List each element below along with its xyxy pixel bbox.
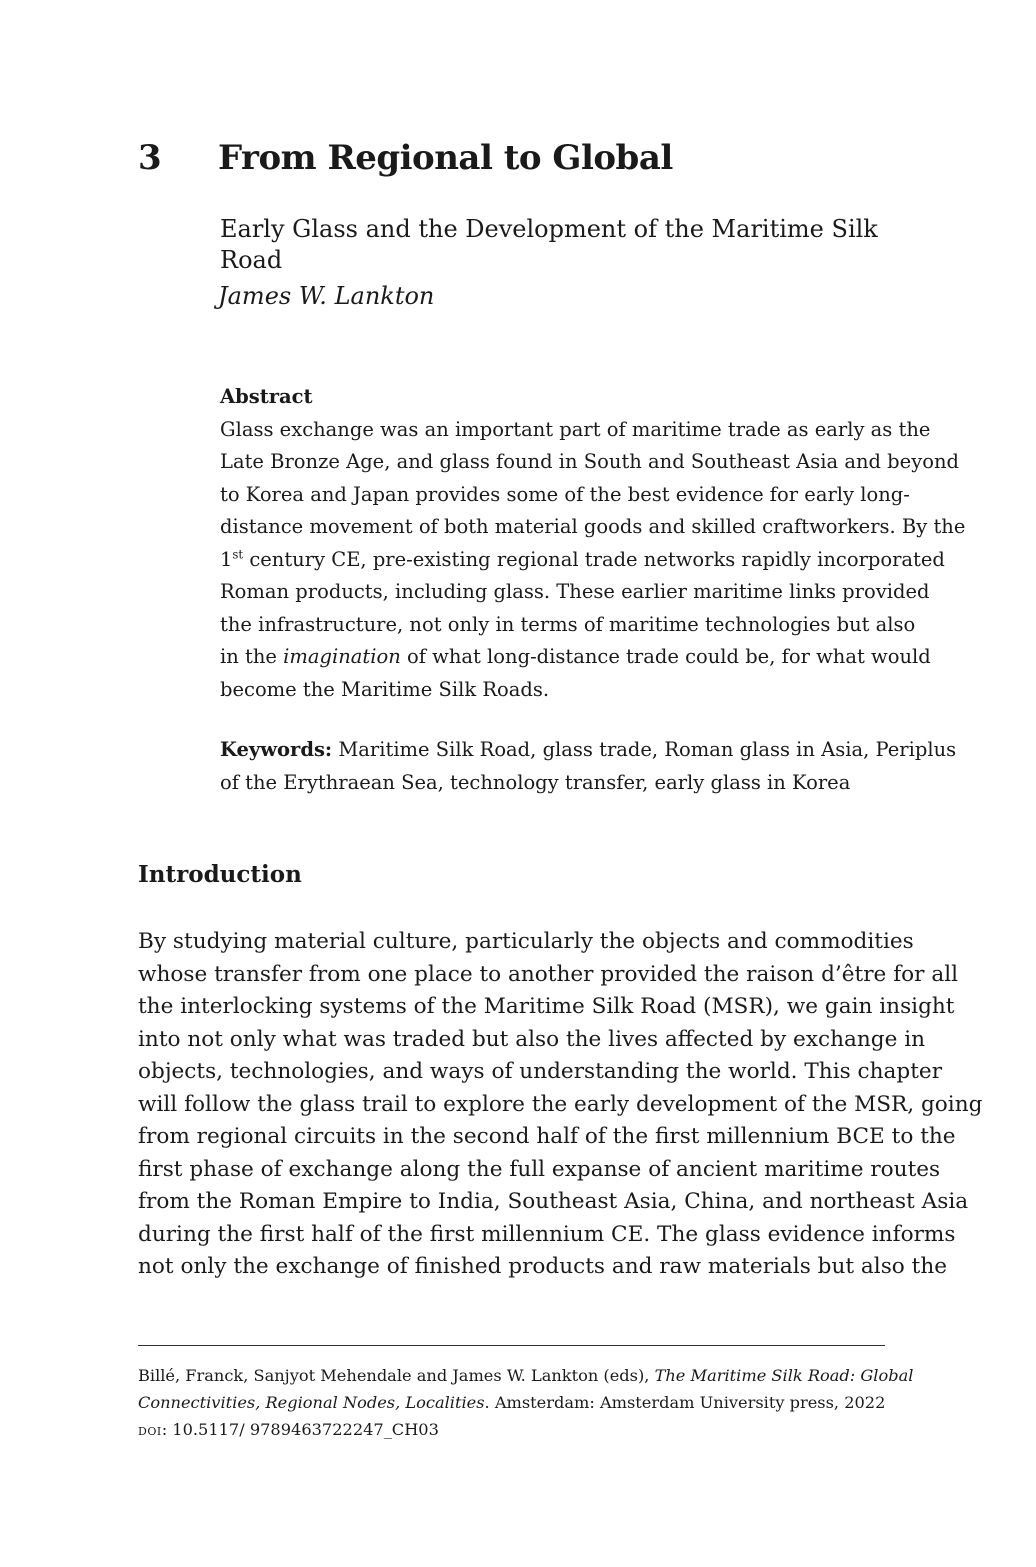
abstract-line-text: in the [220,645,284,668]
footnote-line [138,1389,898,1416]
abstract-line-text: century CE, pre-existing regional trade networks rapidly incorporated [243,547,945,571]
abstract-line-text: of what long-distance trade could be, for what would [400,645,931,668]
chapter-number: 3 [138,138,162,178]
abstract-section [220,381,966,706]
body-line: By studying material culture, particularly the objects and commodities [138,929,914,954]
abstract-line: the infrastructure, not only in terms of maritime technologies but also [220,612,916,636]
body-line: not only the exchange of finished products and raw materials but also the [138,1254,948,1279]
section-heading-introduction: Introduction [138,861,302,888]
introduction-body [138,926,983,1284]
body-line: will follow the glass trail to explore the early development of the MSR, going [138,1091,983,1117]
body-line: from the Roman Empire to India, Southeast Asia, China, and northeast Asia [138,1189,969,1214]
body-line: the interlocking systems of the Maritime Silk Road (MSR), we gain insight [138,994,955,1019]
footnote-text: . Amsterdam: Amsterdam University press, 2022 [484,1393,886,1412]
body-line: from regional circuits in the second half of the first millennium BCE to the [138,1124,956,1149]
body-line: during the first half of the first millennium CE. The glass evidence informs [138,1221,956,1247]
abstract-line: Glass exchange was an important part of maritime trade as early as the [220,417,931,441]
keywords-label: Keywords: [220,738,333,761]
abstract-line: distance movement of both material goods and skilled craftworkers. By the [220,515,966,538]
footnote-divider [138,1345,885,1346]
chapter-title: From Regional to Global [218,138,673,178]
keywords-line: of the Erythraean Sea, technology transfer, early glass in Korea [220,770,851,794]
keywords-line [220,734,957,767]
abstract-line: Roman products, including glass. These earlier maritime links provided [220,580,930,603]
body-line: whose transfer from one place to another provided the raison d’être for all [138,961,959,987]
keywords-section [220,734,957,799]
emphasis-text: imagination [283,645,401,668]
abstract-line: Late Bronze Age, and glass found in South and Southeast Asia and beyond [220,450,960,473]
body-line: into not only what was traded but also the lives affected by exchange in [138,1026,926,1052]
abstract-line [220,544,945,577]
footnote-line [138,1362,914,1389]
keywords-text: Maritime Silk Road, glass trade, Roman glass in Asia, Periplus [332,738,957,761]
abstract-heading: Abstract [220,385,313,408]
body-line: objects, technologies, and ways of understanding the world. This chapter [138,1059,943,1084]
abstract-line: become the Maritime Silk Roads. [220,677,550,701]
ordinal-suffix: st [232,547,244,561]
footnote-text: Billé, Franck, Sanjyot Mehendale and James W. Lankton (eds), [138,1366,655,1385]
book-title-part: The Maritime Silk Road: Global [654,1366,914,1385]
abstract-line: to Korea and Japan provides some of the best evidence for early long- [220,482,910,506]
abstract-line [220,641,931,674]
footnote-line [138,1416,898,1443]
doi-label: doi [138,1420,162,1439]
doi-value: : 10.5117/ 9789463722247_CH03 [161,1420,439,1439]
chapter-author: James W. Lankton [218,282,435,310]
body-line: first phase of exchange along the full expanse of ancient maritime routes [138,1156,941,1182]
book-title-part: Connectivities, Regional Nodes, Localities [138,1393,485,1412]
ordinal-number: 1 [220,547,233,571]
chapter-subtitle: Early Glass and the Development of the Maritime Silk Road [220,215,878,275]
citation-footnote [138,1362,914,1443]
